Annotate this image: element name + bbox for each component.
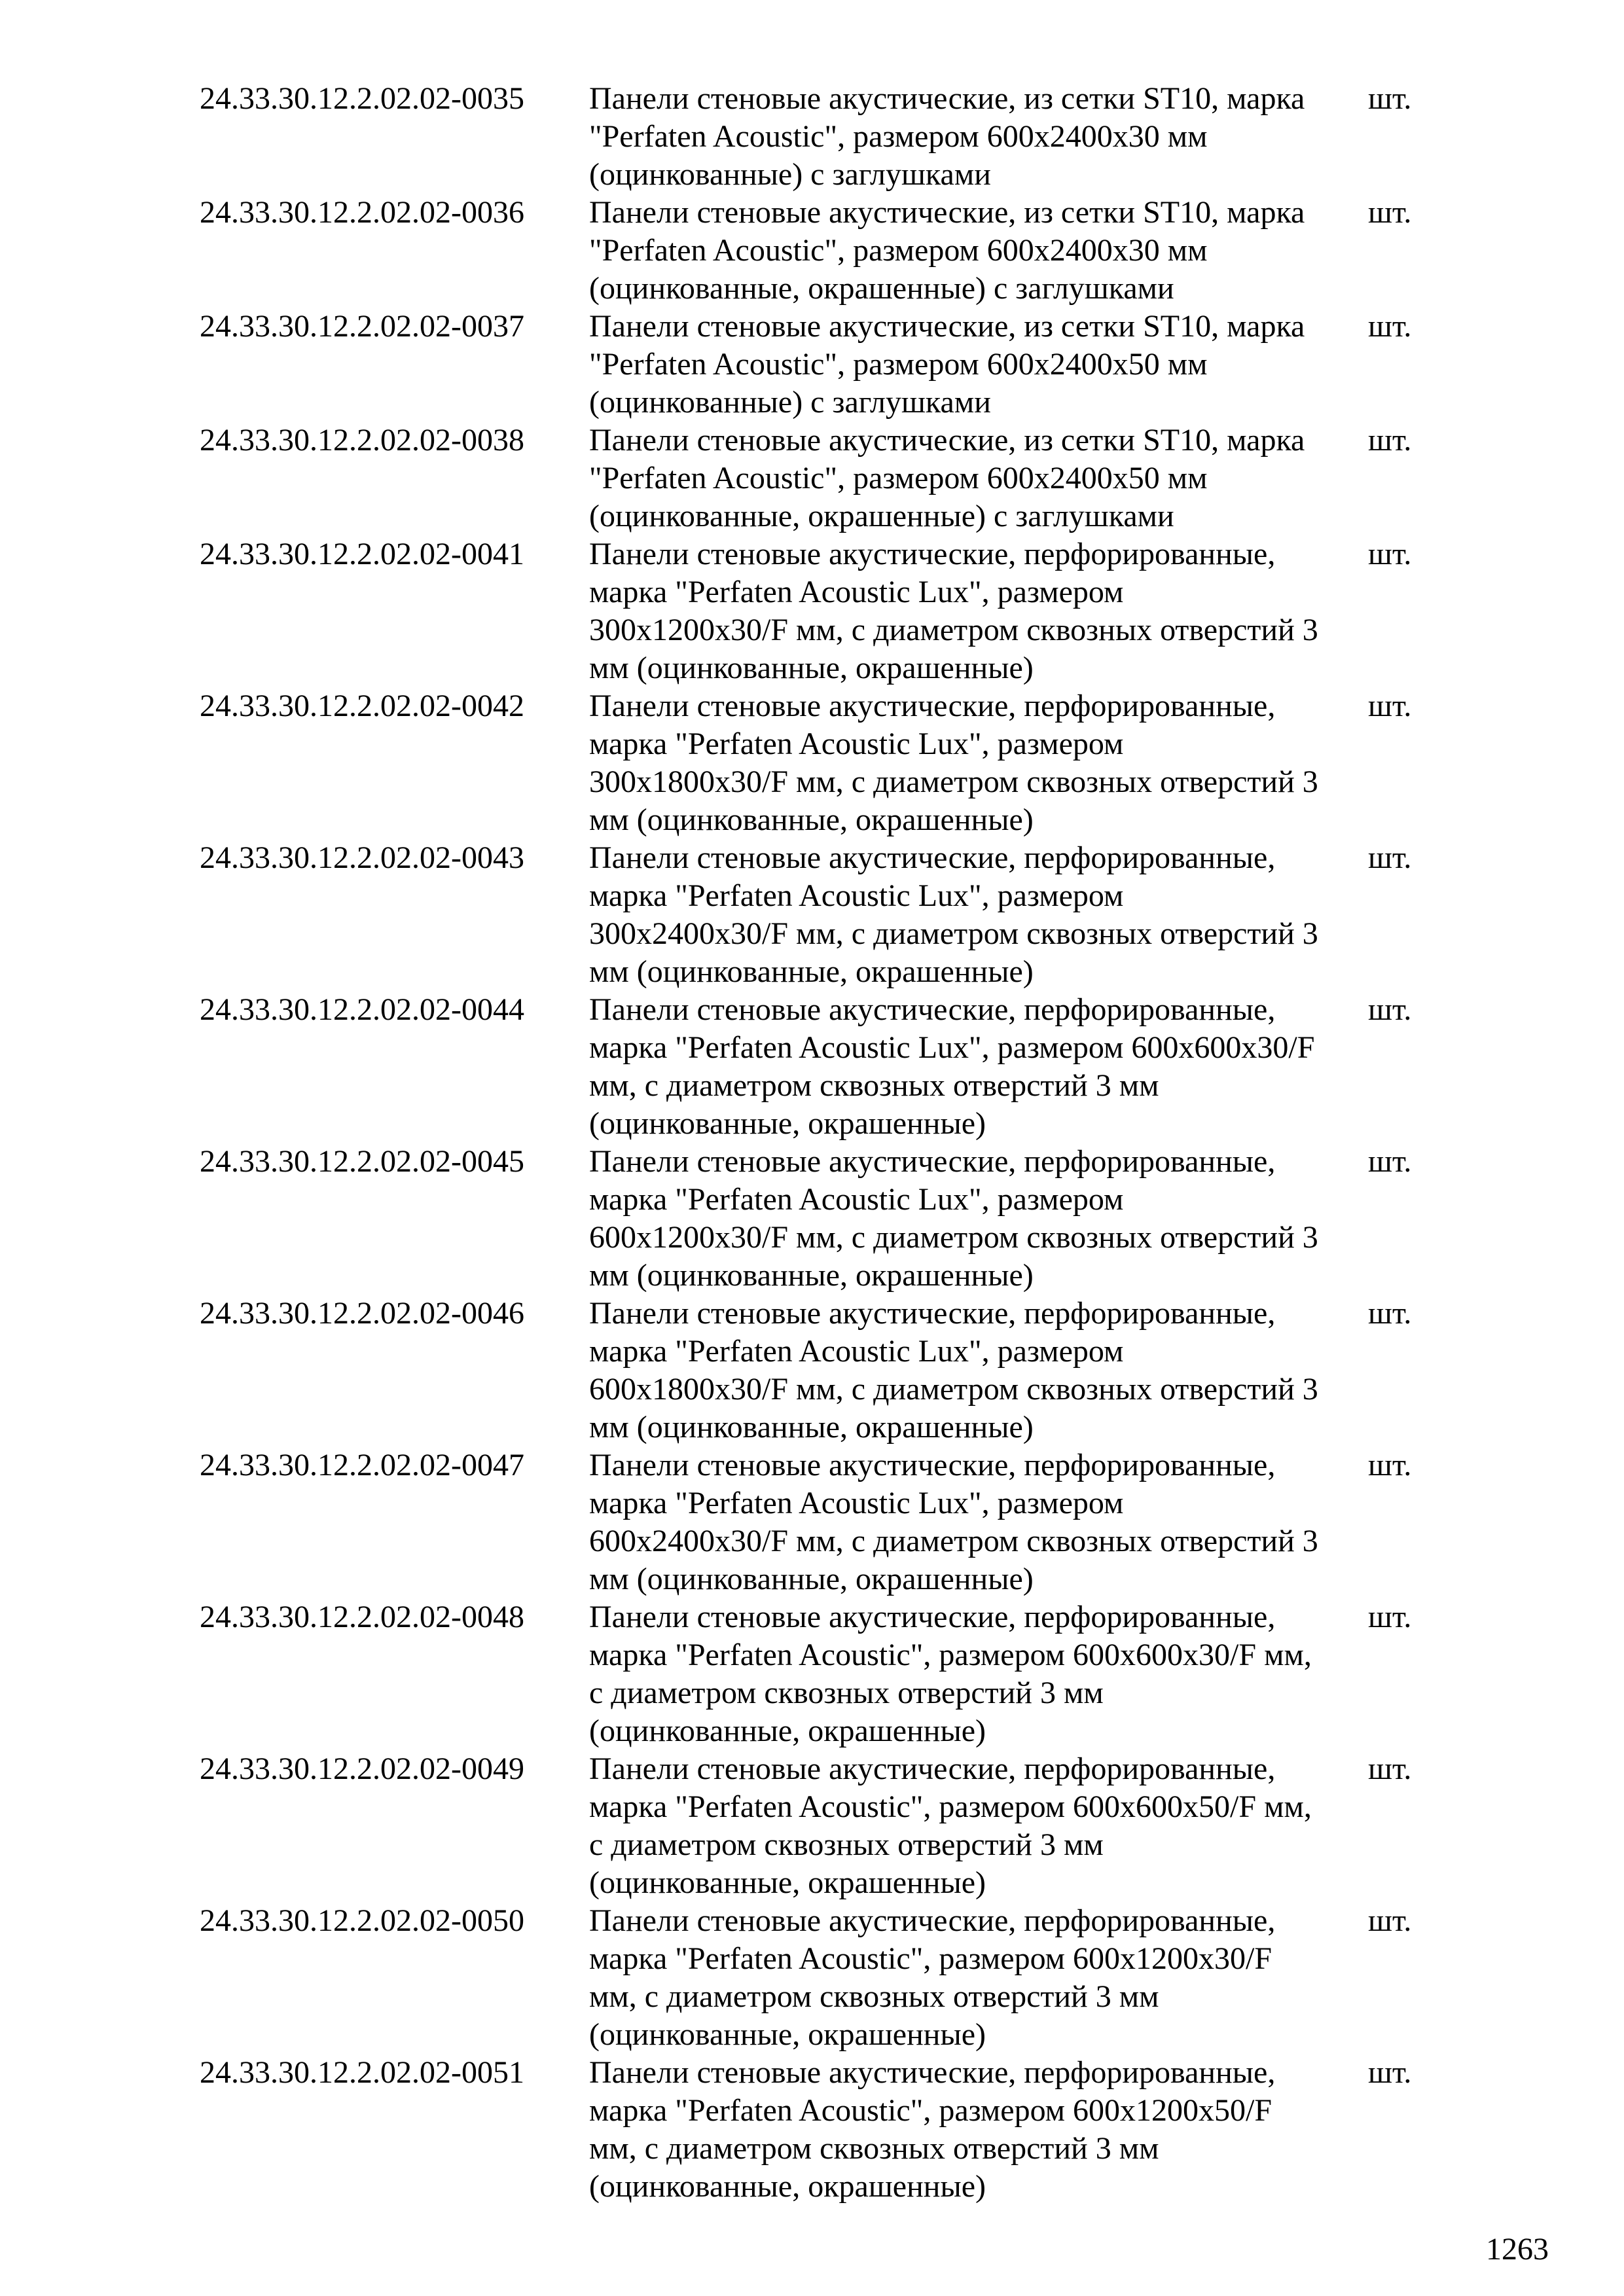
description-line: Панели стеновые акустические, перфорированные, — [589, 1751, 1276, 1786]
description-line: мм (оцинкованные, окрашенные) — [589, 1410, 1034, 1444]
description-line: Панели стеновые акустические, перфорированные, — [589, 1296, 1276, 1331]
resource-code: 24.33.30.12.2.02.02-0048 — [200, 1600, 524, 1634]
unit-of-measure: шт. — [1368, 2055, 1412, 2090]
description-line: (оцинкованные, окрашенные) с заглушками — [589, 499, 1174, 533]
description-line: мм, с диаметром сквозных отверстий 3 мм — [589, 1979, 1159, 2014]
description-line: (оцинкованные, окрашенные) — [589, 2169, 986, 2204]
description-line: Панели стеновые акустические, перфорированные, — [589, 992, 1276, 1027]
description-line: мм, с диаметром сквозных отверстий 3 мм — [589, 2131, 1159, 2166]
description-line: Панели стеновые акустические, из сетки ST10, марка — [589, 423, 1305, 457]
resource-description — [589, 308, 1360, 422]
description-line: марка "Perfaten Acoustic Lux", размером — [589, 1182, 1124, 1217]
resource-description — [589, 1143, 1360, 1295]
table-row — [200, 1902, 1443, 2054]
unit-of-measure: шт. — [1368, 840, 1412, 875]
resource-description — [589, 194, 1360, 308]
description-line: Панели стеновые акустические, перфорированные, — [589, 1903, 1276, 1938]
description-line: мм (оцинкованные, окрашенные) — [589, 1562, 1034, 1596]
description-line: 600х1800х30/F мм, с диаметром сквозных отверстий 3 — [589, 1372, 1318, 1407]
unit-of-measure: шт. — [1368, 1448, 1412, 1482]
resource-description — [589, 80, 1360, 194]
description-line: марка "Perfaten Acoustic", размером 600х600х50/F мм, — [589, 1789, 1312, 1824]
resource-description — [589, 1750, 1360, 1902]
unit-of-measure: шт. — [1368, 1144, 1412, 1179]
description-line: марка "Perfaten Acoustic Lux", размером — [589, 1486, 1124, 1520]
description-line: (оцинкованные, окрашенные) — [589, 1713, 986, 1748]
resource-code: 24.33.30.12.2.02.02-0051 — [200, 2055, 524, 2090]
description-line: 300х1800х30/F мм, с диаметром сквозных отверстий 3 — [589, 764, 1318, 799]
description-line: Панели стеновые акустические, перфорированные, — [589, 2055, 1276, 2090]
description-line: (оцинкованные) с заглушками — [589, 157, 991, 192]
unit-of-measure: шт. — [1368, 195, 1412, 230]
description-line: Панели стеновые акустические, из сетки ST10, марка — [589, 195, 1305, 230]
resource-description — [589, 1902, 1360, 2054]
description-line: марка "Perfaten Acoustic", размером 600х1200х50/F — [589, 2093, 1272, 2128]
resource-code: 24.33.30.12.2.02.02-0036 — [200, 195, 524, 230]
description-line: (оцинкованные, окрашенные) — [589, 1106, 986, 1141]
resource-code: 24.33.30.12.2.02.02-0042 — [200, 689, 524, 723]
unit-of-measure: шт. — [1368, 309, 1412, 344]
resource-description — [589, 839, 1360, 991]
description-line: марка "Perfaten Acoustic Lux", размером — [589, 1334, 1124, 1369]
table-row — [200, 1295, 1443, 1446]
description-line: марка "Perfaten Acoustic", размером 600х600х30/F мм, — [589, 1638, 1312, 1672]
resource-description — [589, 535, 1360, 687]
table-row — [200, 535, 1443, 687]
resource-code: 24.33.30.12.2.02.02-0045 — [200, 1144, 524, 1179]
description-line: мм (оцинкованные, окрашенные) — [589, 954, 1034, 989]
resource-table — [200, 80, 1443, 2206]
table-row — [200, 1598, 1443, 1750]
description-line: мм, с диаметром сквозных отверстий 3 мм — [589, 1068, 1159, 1103]
description-line: (оцинкованные, окрашенные) — [589, 2017, 986, 2052]
description-line: Панели стеновые акустические, перфорированные, — [589, 1144, 1276, 1179]
description-line: мм (оцинкованные, окрашенные) — [589, 802, 1034, 837]
unit-of-measure: шт. — [1368, 537, 1412, 571]
table-row — [200, 1143, 1443, 1295]
resource-code: 24.33.30.12.2.02.02-0050 — [200, 1903, 524, 1938]
resource-code: 24.33.30.12.2.02.02-0043 — [200, 840, 524, 875]
description-line: марка "Perfaten Acoustic Lux", размером — [589, 726, 1124, 761]
table-row — [200, 308, 1443, 422]
description-line: 600х2400х30/F мм, с диаметром сквозных отверстий 3 — [589, 1524, 1318, 1558]
description-line: "Perfaten Acoustic", размером 600х2400х30 мм — [589, 233, 1208, 268]
description-line: (оцинкованные, окрашенные) с заглушками — [589, 271, 1174, 306]
description-line: "Perfaten Acoustic", размером 600х2400х50 мм — [589, 347, 1208, 382]
table-row — [200, 422, 1443, 535]
resource-code: 24.33.30.12.2.02.02-0046 — [200, 1296, 524, 1331]
resource-code: 24.33.30.12.2.02.02-0037 — [200, 309, 524, 344]
resource-description — [589, 1295, 1360, 1446]
description-line: 300х1200х30/F мм, с диаметром сквозных отверстий 3 — [589, 613, 1318, 647]
resource-description — [589, 991, 1360, 1143]
description-line: мм (оцинкованные, окрашенные) — [589, 1258, 1034, 1293]
unit-of-measure: шт. — [1368, 689, 1412, 723]
description-line: "Perfaten Acoustic", размером 600х2400х50 мм — [589, 461, 1208, 495]
description-line: Панели стеновые акустические, перфорированные, — [589, 1600, 1276, 1634]
page-number: 1263 — [1486, 2232, 1549, 2267]
table-row — [200, 687, 1443, 839]
resource-code: 24.33.30.12.2.02.02-0047 — [200, 1448, 524, 1482]
resource-description — [589, 2054, 1360, 2206]
resource-description — [589, 422, 1360, 535]
description-line: марка "Perfaten Acoustic Lux", размером — [589, 575, 1124, 609]
table-row — [200, 1750, 1443, 1902]
description-line: Панели стеновые акустические, перфорированные, — [589, 689, 1276, 723]
resource-code: 24.33.30.12.2.02.02-0044 — [200, 992, 524, 1027]
table-row — [200, 991, 1443, 1143]
unit-of-measure: шт. — [1368, 423, 1412, 457]
unit-of-measure: шт. — [1368, 992, 1412, 1027]
description-line: 600х1200х30/F мм, с диаметром сквозных отверстий 3 — [589, 1220, 1318, 1255]
resource-code: 24.33.30.12.2.02.02-0038 — [200, 423, 524, 457]
description-line: "Perfaten Acoustic", размером 600х2400х30 мм — [589, 119, 1208, 154]
description-line: мм (оцинкованные, окрашенные) — [589, 651, 1034, 685]
resource-code: 24.33.30.12.2.02.02-0041 — [200, 537, 524, 571]
description-line: марка "Perfaten Acoustic Lux", размером — [589, 878, 1124, 913]
resource-code: 24.33.30.12.2.02.02-0049 — [200, 1751, 524, 1786]
unit-of-measure: шт. — [1368, 1751, 1412, 1786]
description-line: марка "Perfaten Acoustic", размером 600х1200х30/F — [589, 1941, 1272, 1976]
table-row — [200, 1446, 1443, 1598]
table-row — [200, 2054, 1443, 2206]
resource-code: 24.33.30.12.2.02.02-0035 — [200, 81, 524, 116]
resource-description — [589, 687, 1360, 839]
description-line: (оцинкованные, окрашенные) — [589, 1865, 986, 1900]
unit-of-measure: шт. — [1368, 1903, 1412, 1938]
resource-description — [589, 1598, 1360, 1750]
description-line: Панели стеновые акустические, перфорированные, — [589, 537, 1276, 571]
description-line: Панели стеновые акустические, перфорированные, — [589, 840, 1276, 875]
description-line: Панели стеновые акустические, перфорированные, — [589, 1448, 1276, 1482]
description-line: 300х2400х30/F мм, с диаметром сквозных отверстий 3 — [589, 916, 1318, 951]
table-row — [200, 194, 1443, 308]
unit-of-measure: шт. — [1368, 1296, 1412, 1331]
description-line: Панели стеновые акустические, из сетки ST10, марка — [589, 309, 1305, 344]
description-line: Панели стеновые акустические, из сетки ST10, марка — [589, 81, 1305, 116]
unit-of-measure: шт. — [1368, 81, 1412, 116]
resource-description — [589, 1446, 1360, 1598]
description-line: с диаметром сквозных отверстий 3 мм — [589, 1827, 1104, 1862]
description-line: (оцинкованные) с заглушками — [589, 385, 991, 420]
description-line: марка "Perfaten Acoustic Lux", размером 600х600х30/F — [589, 1030, 1315, 1065]
description-line: с диаметром сквозных отверстий 3 мм — [589, 1676, 1104, 1710]
table-row — [200, 80, 1443, 194]
unit-of-measure: шт. — [1368, 1600, 1412, 1634]
table-row — [200, 839, 1443, 991]
